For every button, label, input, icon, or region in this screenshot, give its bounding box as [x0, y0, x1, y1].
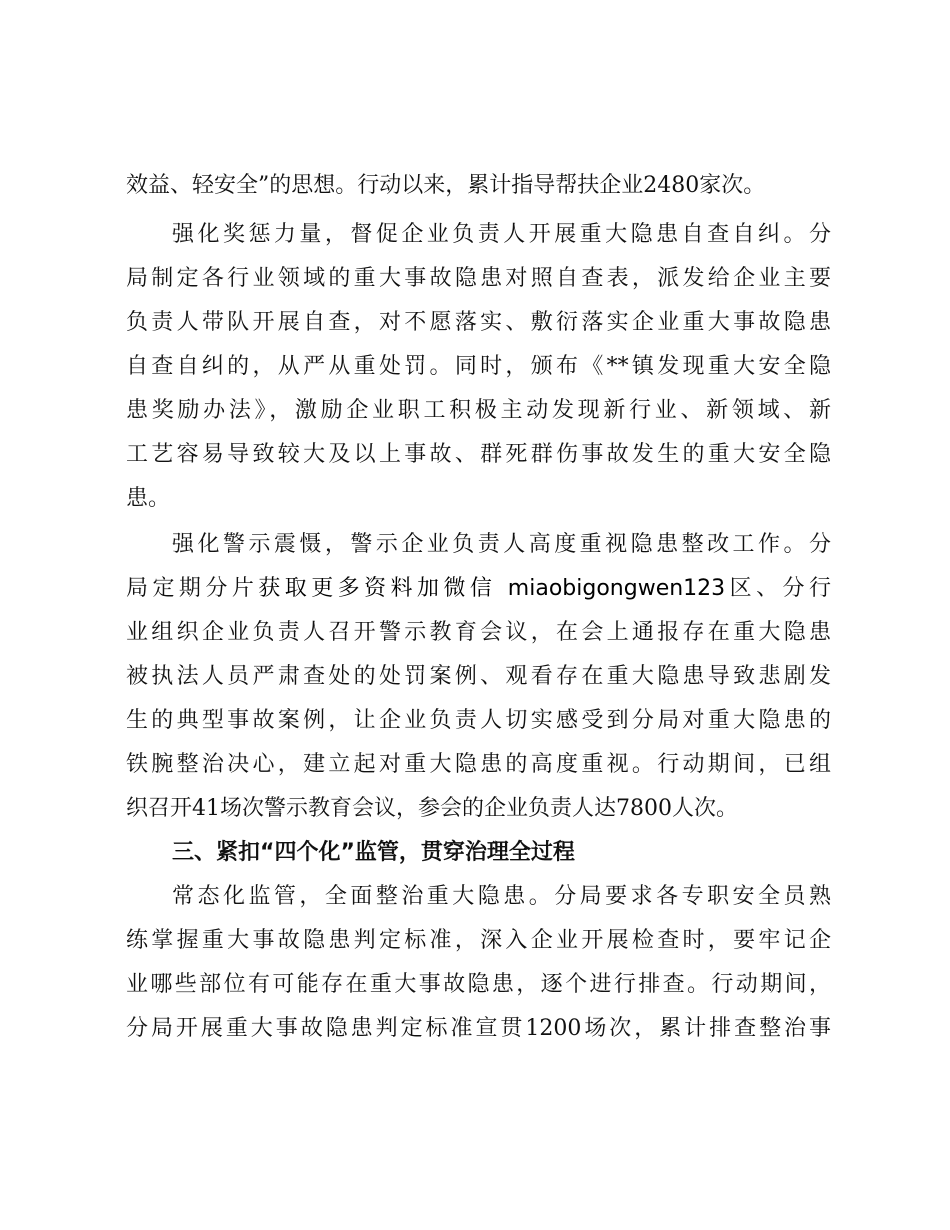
- paragraph-line-with-watermark: [126, 567, 831, 611]
- section-heading: 三、紧扣“四个化”监管，贯穿治理全过程: [172, 840, 575, 865]
- paragraph-line: 被执法人员严肃查处的处罚案例、观看存在重大隐患导致悲剧发: [126, 664, 831, 689]
- paragraph-line: 强化奖惩力量，督促企业负责人开展重大隐患自查自纠。分: [172, 222, 831, 247]
- paragraph-line: 工艺容易导致较大及以上事故、群死群伤事故发生的重大安全隐: [126, 442, 831, 467]
- paragraph-line: 负责人带队开展自查，对不愿落实、敷衍落实企业重大事故隐患: [126, 310, 831, 335]
- line-end-text: 区、分行: [725, 576, 831, 601]
- paragraph-line: 分局开展重大事故隐患判定标准宣贯1200场次，累计排查整治事: [126, 1016, 831, 1041]
- paragraph-line: 业哪些部位有可能存在重大事故隐患，逐个进行排查。行动期间，: [126, 972, 831, 997]
- watermark-text: 获取更多资料加微信 miaobigongwen123: [258, 576, 726, 601]
- paragraph-line: 练掌握重大事故隐患判定标准，深入企业开展检查时，要牢记企: [126, 928, 831, 953]
- paragraph-line: 局制定各行业领域的重大事故隐患对照自查表，派发给企业主要: [126, 266, 831, 291]
- paragraph-line: 患奖励办法》，激励企业职工积极主动发现新行业、新领域、新: [126, 398, 831, 423]
- paragraph-line: 业组织企业负责人召开警示教育会议，在会上通报存在重大隐患: [126, 620, 831, 645]
- paragraph-line: 铁腕整治决心，建立起对重大隐患的高度重视。行动期间，已组: [126, 752, 831, 777]
- paragraph-line: 常态化监管，全面整治重大隐患。分局要求各专职安全员熟: [172, 884, 831, 909]
- paragraph-line: 强化警示震慑，警示企业负责人高度重视隐患整改工作。分: [172, 532, 831, 557]
- paragraph-line: 自查自纠的，从严从重处罚。同时，颁布《**镇发现重大安全隐: [126, 354, 831, 379]
- paragraph-line: 织召开41场次警示教育会议，参会的企业负责人达7800人次。: [126, 796, 738, 821]
- paragraph-line: 患。: [126, 486, 171, 511]
- paragraph-line: 效益、轻安全”的思想。行动以来，累计指导帮扶企业2480家次。: [126, 173, 766, 198]
- line-start-text: 局定期分片: [126, 576, 259, 601]
- paragraph-line: 生的典型事故案例，让企业负责人切实感受到分局对重大隐患的: [126, 708, 831, 733]
